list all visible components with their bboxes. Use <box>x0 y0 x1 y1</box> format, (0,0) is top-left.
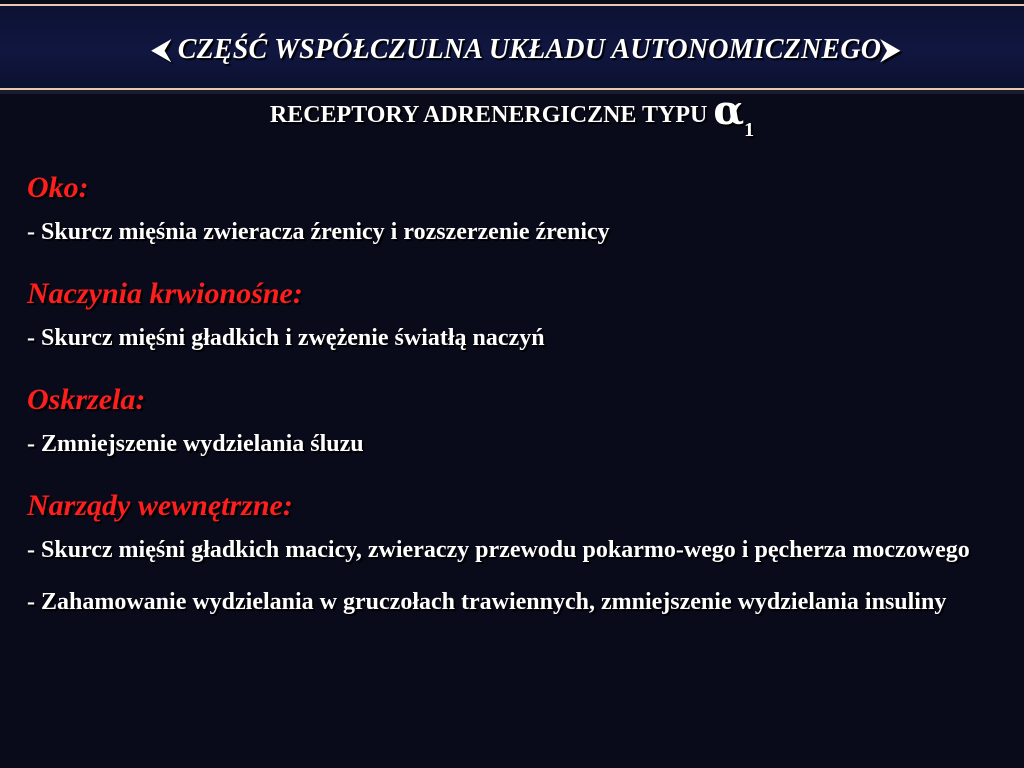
chevron-left-icon: ⮜ <box>151 35 171 65</box>
slide-title-text: CZĘŚĆ WSPÓŁCZULNA UKŁADU AUTONOMICZNEGO <box>177 34 882 65</box>
section-item: - Skurcz mięśni gładkich i zwężenie światłą naczyń <box>27 325 545 351</box>
slide-content <box>27 168 1007 620</box>
section-heading-naczynia: Naczynia krwionośne: <box>27 277 303 310</box>
section-heading-oko: Oko: <box>27 171 89 204</box>
slide-subtitle <box>0 87 1024 141</box>
subtitle-text: RECEPTORY ADRENERGICZNE TYPU <box>269 102 714 128</box>
chevron-right-icon: ⮞ <box>881 35 901 65</box>
title-bar <box>0 4 1024 90</box>
section-heading-narzady: Narządy wewnętrzne: <box>27 489 293 522</box>
section-heading-oskrzela: Oskrzela: <box>27 383 146 416</box>
section-item: - Skurcz mięśnia zwieracza źrenicy i rozszerzenie źrenicy <box>27 219 610 245</box>
alpha-subscript: 1 <box>744 119 755 141</box>
slide-title <box>0 34 1024 66</box>
section-item: - Skurcz mięśni gładkich macicy, zwieraczy przewodu pokarmo-wego i pęcherza moczowego <box>27 537 970 563</box>
section-item: - Zmniejszenie wydzielania śluzu <box>27 431 364 457</box>
section-item: - Zahamowanie wydzielania w gruczołach trawiennych, zmniejszenie wydzielania insuliny <box>27 589 947 615</box>
alpha-symbol: α <box>713 87 745 134</box>
